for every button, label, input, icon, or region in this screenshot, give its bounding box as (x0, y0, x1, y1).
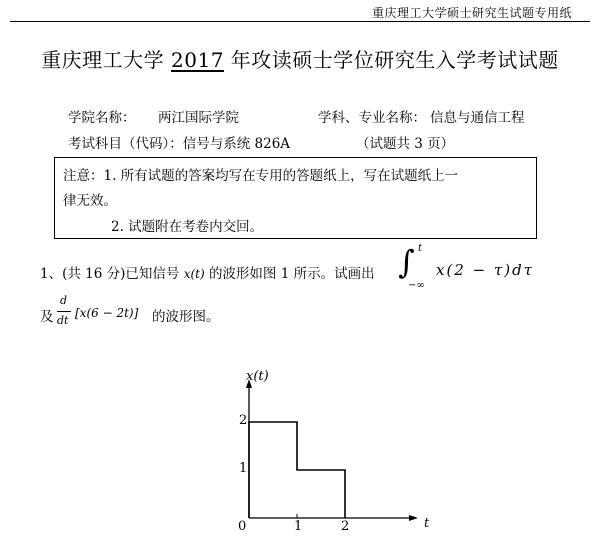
notice-line-2: 律无效。 (63, 193, 117, 209)
fraction-denominator: dt (57, 314, 69, 327)
x-tick-1: 1 (294, 519, 303, 534)
title-prefix: 重庆理工大学 (41, 48, 172, 72)
title-year: 2017 (171, 48, 224, 72)
integral-lower-limit: −∞ (408, 280, 425, 291)
y-tick-2: 2 (239, 413, 248, 428)
title-suffix: 年攻读硕士学位研究生入学考试试题 (223, 48, 559, 72)
fraction-numerator: d (60, 294, 68, 307)
major-value: 信息与通信工程 (430, 110, 525, 126)
question-1-line2-suffix: 的波形图。 (152, 309, 220, 325)
question-1-mid: 的波形如图 1 所示。试画出 (208, 266, 375, 282)
subject-line: 考试科目（代码）：信号与系统 826A (68, 136, 291, 152)
waveform-line (249, 422, 345, 518)
integral-upper-limit: t (418, 243, 423, 254)
question-1-line2-prefix: 及 (40, 309, 54, 325)
integrand: x(2 − τ)dτ (436, 261, 535, 279)
derivative-argument: [x(6 − 2t)] (75, 306, 139, 320)
header-text: 重庆理工大学硕士研究生试题专用纸 (371, 6, 572, 20)
college-value: 两江国际学院 (158, 110, 239, 126)
notice-line-3: 2. 试题附在考卷内交回。 (111, 219, 264, 235)
x-axis-arrow (409, 515, 418, 521)
notice-line-1: 注意：1. 所有试题的答案均写在专用的答题纸上，写在试题纸上一 (63, 168, 459, 184)
y-tick-1: 1 (239, 461, 248, 476)
x-tick-2: 2 (341, 519, 350, 534)
major-label: 学科、专业名称： (318, 110, 426, 126)
signal-symbol: x(t) (183, 267, 205, 281)
integral-sign: ∫ (398, 243, 415, 281)
x-tick-0: 0 (238, 519, 247, 534)
page-count: （试题共 3 页） (356, 136, 455, 152)
college-label: 学院名称： (68, 110, 136, 126)
y-axis-label: x(t) (246, 369, 269, 384)
question-1-intro: 1、(共 16 分)已知信号 (40, 266, 180, 282)
x-axis-label: t (424, 516, 430, 531)
